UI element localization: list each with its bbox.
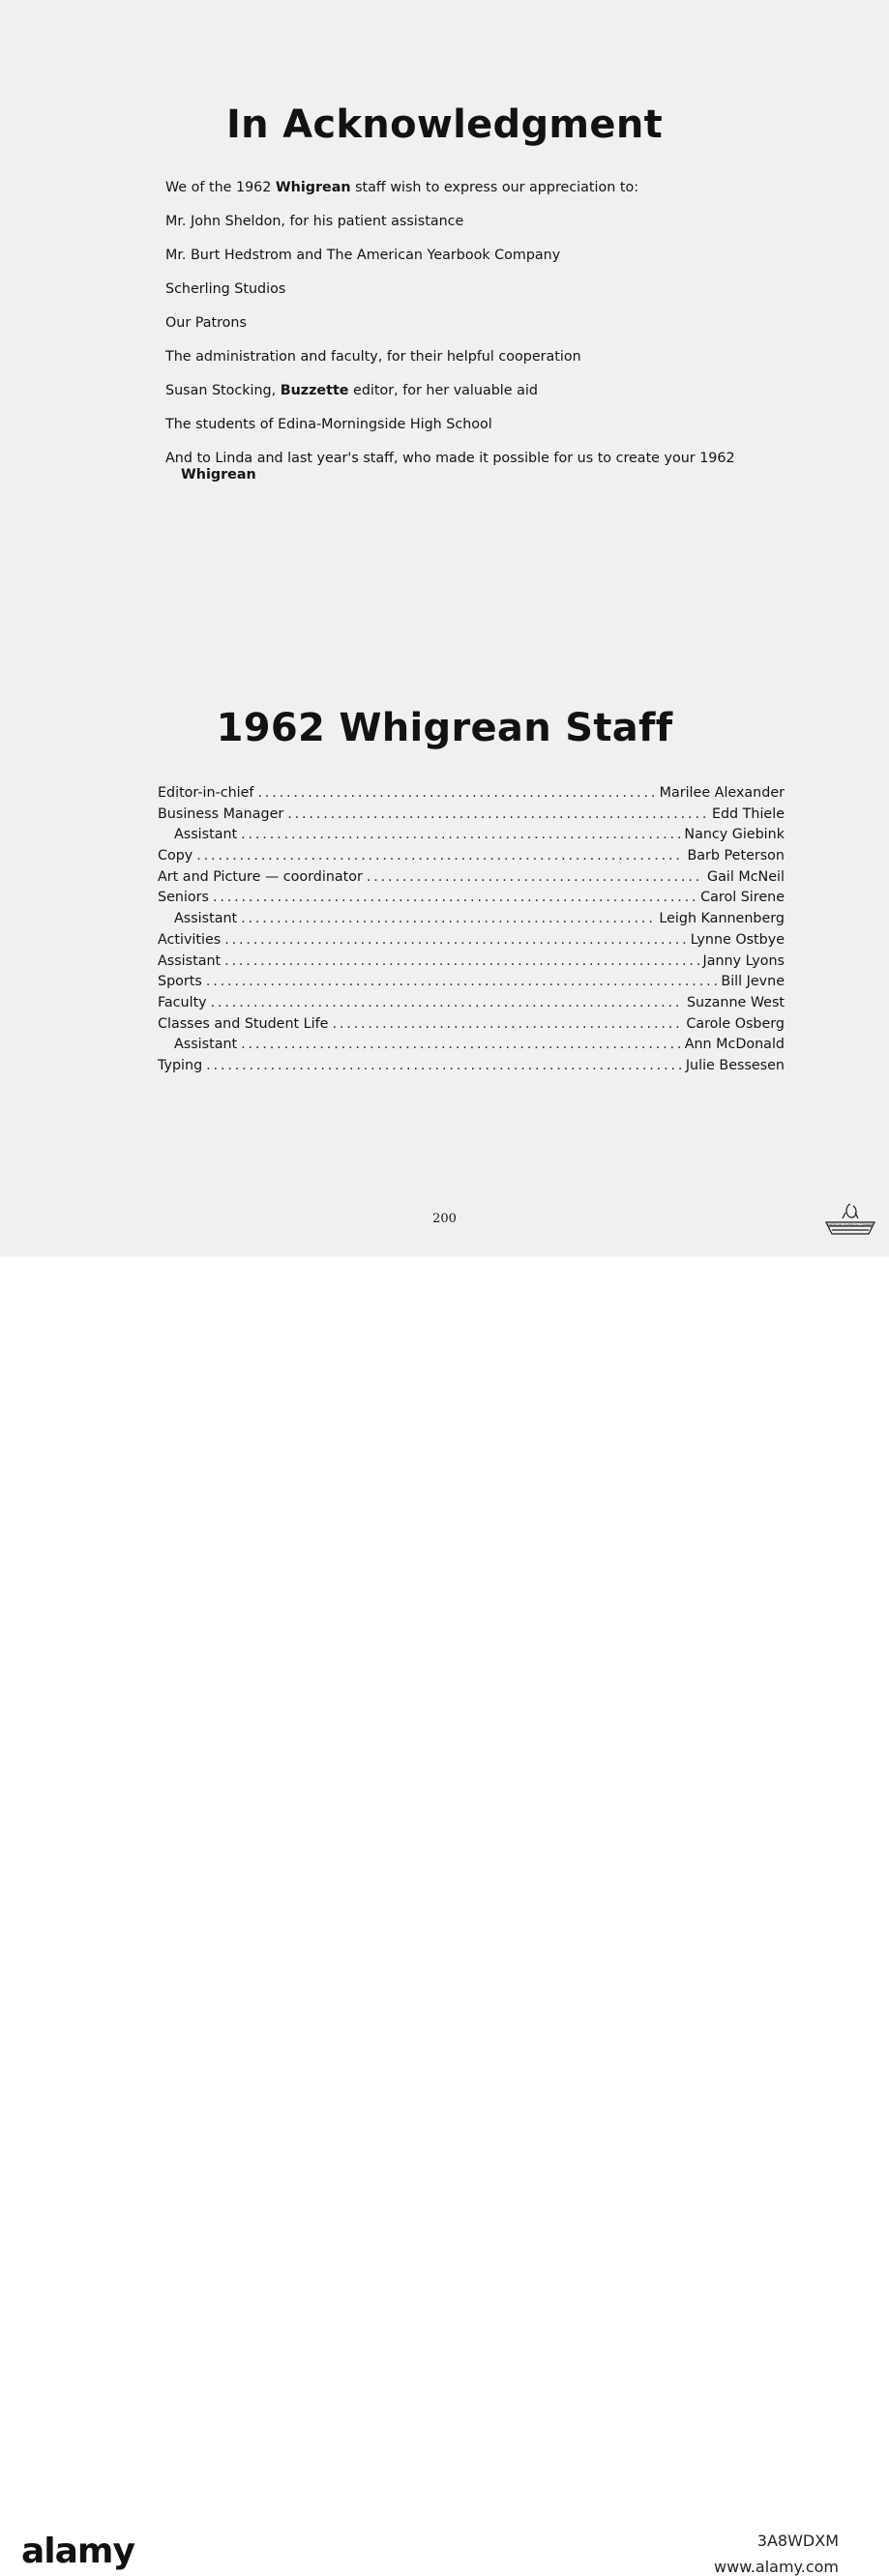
thanks-students: The students of Edina-Morningside High School <box>165 417 492 432</box>
leader-dots <box>211 995 683 1010</box>
staff-role: Sports <box>158 974 202 990</box>
leader-dots <box>224 953 698 969</box>
staff-person: Carol Sirene <box>700 890 785 906</box>
leader-dots <box>287 806 708 822</box>
buzzette-name: Buzzette <box>280 383 349 398</box>
acknowledgment-intro <box>165 180 788 196</box>
staff-role: Faculty <box>158 994 207 1010</box>
leader-dots <box>241 1037 681 1052</box>
staff-role: Business Manager <box>158 805 284 822</box>
staff-role: Activities <box>158 931 222 948</box>
intro-text: We of the 1962 <box>165 180 276 195</box>
staff-row <box>158 806 785 828</box>
staff-row <box>158 1058 785 1079</box>
thanks-linda <box>165 451 788 483</box>
staff-person: Ann McDonald <box>684 1037 785 1053</box>
staff-row <box>158 911 785 932</box>
stocking-text-end: editor, for her valuable aid <box>348 383 538 398</box>
staff-role: Assistant <box>174 1037 238 1053</box>
page-number: 200 <box>432 1212 457 1226</box>
leader-dots <box>241 827 680 842</box>
leader-dots <box>206 974 718 989</box>
image-url: www.alamy.com <box>714 2558 839 2576</box>
staff-heading: 1962 Whigrean Staff <box>216 706 673 750</box>
acknowledgment-heading: In Acknowledgment <box>225 102 664 147</box>
staff-role: Typing <box>158 1057 203 1073</box>
staff-row <box>158 869 785 891</box>
staff-row <box>158 974 785 995</box>
staff-row <box>158 953 785 975</box>
thanks-sheldon: Mr. John Sheldon, for his patient assistance <box>165 214 464 229</box>
thanks-scherling: Scherling Studios <box>165 281 286 297</box>
staff-person: Julie Bessesen <box>685 1057 785 1073</box>
staff-row <box>158 1016 785 1038</box>
american-yearbook-logo <box>824 1201 876 1240</box>
thanks-administration: The administration and faculty, for their helpful cooperation <box>165 349 581 365</box>
yearbook-page <box>0 0 889 1257</box>
leader-dots <box>196 848 683 864</box>
leader-dots <box>206 1058 682 1073</box>
staff-person: Lynne Ostbye <box>690 931 785 948</box>
thanks-stocking <box>165 383 788 399</box>
staff-row <box>158 827 785 848</box>
watermark-footer <box>0 1257 889 2576</box>
leader-dots <box>224 932 687 948</box>
staff-role: Assistant <box>158 952 222 969</box>
leader-dots <box>332 1016 682 1032</box>
image-id: 3A8WDXM <box>756 2532 839 2550</box>
leader-dots <box>367 869 703 885</box>
staff-person: Nancy Giebink <box>684 827 785 843</box>
staff-role: Assistant <box>174 911 238 927</box>
staff-person: Bill Jevne <box>721 974 785 990</box>
intro-text-end: staff wish to express our appreciation to: <box>350 180 639 195</box>
staff-person: Carole Osberg <box>686 1015 785 1032</box>
intro-yearbook-name: Whigrean <box>275 180 351 195</box>
logo-text: AMERICAN YEARBOOK COMPANY <box>826 1222 874 1227</box>
staff-person: Marilee Alexander <box>659 785 785 801</box>
staff-role: Seniors <box>158 890 209 906</box>
staff-person: Janny Lyons <box>702 952 785 969</box>
staff-row <box>158 995 785 1016</box>
acknowledgment-body <box>165 180 788 501</box>
thanks-patrons: Our Patrons <box>165 315 247 331</box>
staff-row <box>158 1037 785 1058</box>
staff-person: Gail McNeil <box>707 868 785 885</box>
staff-role: Copy <box>158 848 193 864</box>
staff-role: Assistant <box>174 827 238 843</box>
staff-person: Edd Thiele <box>711 805 785 822</box>
stocking-text: Susan Stocking, <box>165 383 281 398</box>
staff-person: Leigh Kannenberg <box>659 911 785 927</box>
linda-yearbook-name: Whigrean <box>181 467 256 483</box>
staff-row <box>158 890 785 911</box>
linda-text: And to Linda and last year's staff, who made it possible for us to create your 1962 <box>165 451 735 466</box>
staff-row <box>158 848 785 869</box>
staff-row <box>158 932 785 953</box>
leader-dots <box>213 890 696 905</box>
leader-dots <box>241 911 655 926</box>
staff-person: Barb Peterson <box>687 848 785 864</box>
alamy-logo: alamy <box>21 2532 134 2571</box>
staff-role: Editor-in-chief <box>158 785 254 801</box>
staff-list <box>158 785 785 1079</box>
thanks-hedstrom: Mr. Burt Hedstrom and The American Yearbook Company <box>165 248 561 263</box>
leader-dots <box>257 785 655 801</box>
staff-person: Suzanne West <box>686 994 785 1010</box>
staff-role: Art and Picture — coordinator <box>158 868 363 885</box>
staff-role: Classes and Student Life <box>158 1015 329 1032</box>
staff-row <box>158 785 785 806</box>
